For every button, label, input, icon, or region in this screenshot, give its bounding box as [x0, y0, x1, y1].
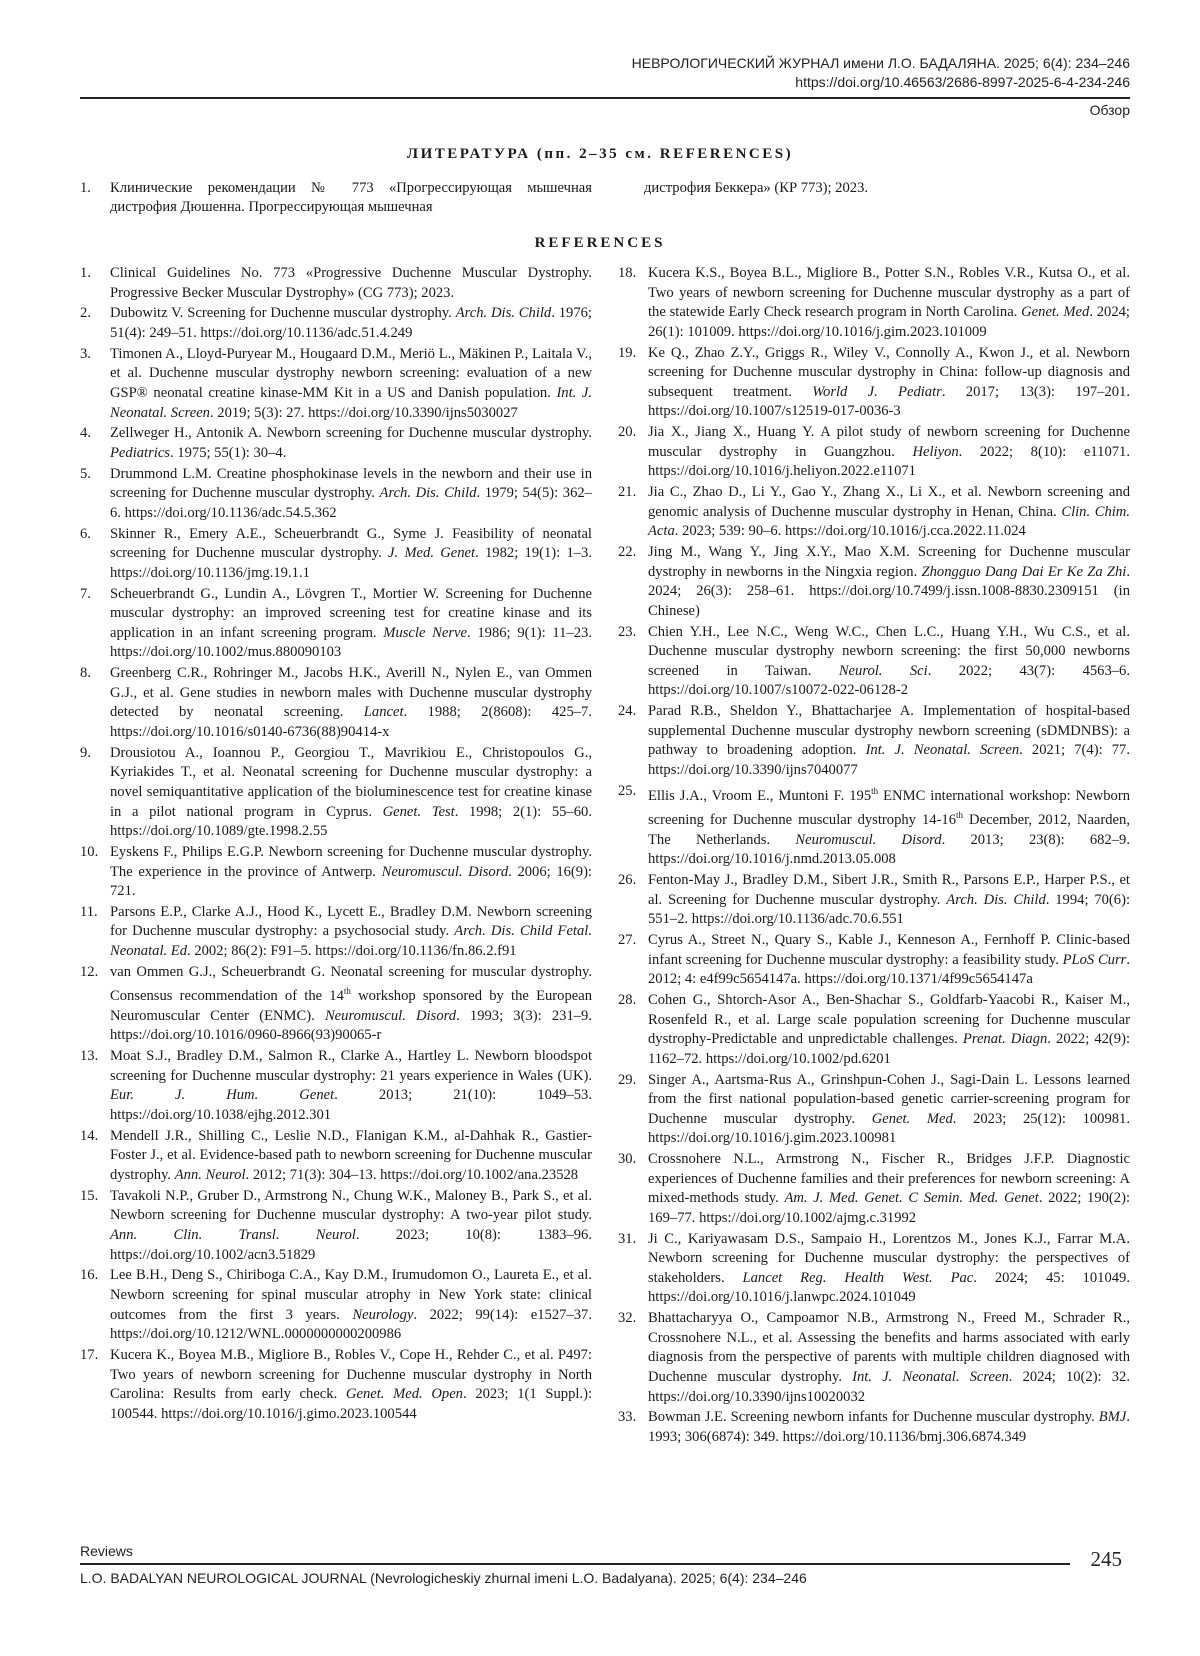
reference-text: . 2017; 13(3): 197–201. https://doi.org/10.1007/s12519-017-0036-3: [648, 383, 1131, 420]
reference-text: . 2002; 86(2): F91–5. https://doi.org/10.1136/fn.86.2.f91: [187, 943, 517, 960]
reference-text: . 1976; 51(4): 249–51. https://doi.org/10.1136/adc.51.4.249: [110, 305, 592, 341]
reference-item: [618, 702, 1130, 780]
reference-number: 11.: [80, 903, 98, 920]
running-header-journal: НЕВРОЛОГИЧЕСКИЙ ЖУРНАЛ имени Л.О. БАДАЛЯНА. 2025; 6(4): 234–246: [631, 55, 1130, 71]
reference-text: van Ommen G.J., Scheuerbrandt G. Neonatal screening for muscular dystrophy. Consensus recommendation of the 14: [110, 963, 592, 1005]
reference-journal-title: Int. J. Neonatal. Screen: [865, 742, 1020, 759]
reference-item: [618, 264, 1130, 342]
reference-text: Crossnohere N.L., Armstrong N., Fischer R., Bridges J.F.P. Diagnostic experiences of Duchenne families and their preferences for newborn screening: A mixed-methods study.: [648, 1151, 1130, 1207]
reference-text: . 2024; 26(1): 101009. https://doi.org/10.1016/j.gim.2023.101009: [648, 304, 1130, 340]
reference-item: [80, 1047, 592, 1125]
reference-number: 22.: [618, 544, 637, 561]
reference-number: 24.: [618, 703, 637, 720]
reference-journal-title: J. Med. Genet: [388, 545, 476, 562]
reference-journal-title: Neuromuscul. Disord: [324, 1007, 457, 1024]
reference-number: 15.: [80, 1187, 99, 1204]
reference-text: Kucera K.S., Boyea B.L., Migliore B., Potter S.N., Robles V.R., Kutsa O., et al. Two years of newborn screening for Duchenne muscular dystrophy as a part of the statewide Early Check research program in North Carolina.: [648, 265, 1130, 321]
reference-number: 20.: [618, 424, 637, 441]
reference-text: . 2024; 26(3): 258–61. https://doi.org/10.7499/j.issn.1008-8830.2309151 (in Chinese): [648, 563, 1131, 619]
references-left-column: [80, 264, 592, 1425]
reference-text: Mendell J.R., Shilling C., Leslie N.D., Flanigan K.M., al-Dahhak R., Gastier-Foster J., et al. Evidence-based path to newborn screening for Duchenne muscular dystrophy.: [110, 1127, 592, 1184]
reference-journal-title: Muscle Nerve: [383, 624, 467, 641]
reference-text: Kucera K., Boyea M.B., Migliore B., Robles V., Cope H., Rehder C., et al. P497: Two years of newborn screening for Duchenne muscular dystrophy in North Carolina: Results from early check.: [110, 1346, 592, 1403]
reference-number: 30.: [618, 1151, 637, 1168]
reference-text: . 2013; 21(10): 1049–53. https://doi.org/10.1038/ejhg.2012.301: [110, 1087, 592, 1124]
reference-item: [80, 345, 592, 423]
reference-item: [80, 264, 592, 303]
reference-journal-title: Genet. Med: [1021, 304, 1090, 321]
reference-journal-title: World J. Pediatr: [812, 383, 942, 400]
reference-text: . 2013; 23(8): 682–9. https://doi.org/10.1016/j.nmd.2013.05.008: [648, 831, 1131, 868]
reference-text: workshop sponsored by the European Neuromuscular Center (ENMC).: [110, 988, 592, 1024]
reference-item: [80, 1346, 592, 1424]
reference-text: Bowman J.E. Screening newborn infants for Duchenne muscular dystrophy.: [648, 1409, 1099, 1426]
reference-text: Jing M., Wang Y., Jing X.Y., Mao X.M. Screening for Duchenne muscular dystrophy in newborns in the Ningxia region.: [648, 544, 1130, 580]
reference-journal-title: Am. J. Med. Genet. C Semin. Med. Genet: [784, 1190, 1039, 1207]
reference-text: . 2024; 45: 101049. https://doi.org/10.1016/j.lanwpc.2024.101049: [648, 1269, 1130, 1306]
reference-text: Moat S.J., Bradley D.M., Salmon R., Clarke A., Hartley L. Newborn bloodspot screening for Duchenne muscular dystrophy: 21 years experience in Wales (UK).: [110, 1048, 592, 1084]
reference-text: December, 2012, Naarden, The Netherlands.: [648, 812, 1130, 848]
reference-item: [618, 1408, 1130, 1447]
reference-item: [618, 931, 1130, 990]
reference-journal-title: Int. J. Neonatal. Screen: [110, 384, 592, 421]
reference-number: 31.: [618, 1230, 637, 1247]
reference-text: Tavakoli N.P., Gruber D., Armstrong N., Chung W.K., Maloney B., Park S., et al. Newborn screening for Duchenne muscular dystrophy: A two-year pilot study.: [110, 1187, 592, 1224]
literature-item-continuation: дистрофия Беккера» (КР 773); 2023.: [644, 180, 869, 196]
reference-text: Parad R.B., Sheldon Y., Bhattacharjee A. Implementation of hospital-based supplemental Duchenne muscular dystrophy newborn screening (sDMDNBS): a pathway to broadening adoption.: [648, 703, 1130, 759]
reference-text: . 2023; 10(8): 1383–96. https://doi.org/10.1002/acn3.51829: [110, 1226, 592, 1263]
reference-text: . 2022; 99(14): e1527–37. https://doi.org/10.1212/WNL.0000000000200986: [110, 1306, 592, 1343]
reference-text: . 2006; 16(9): 721.: [110, 863, 592, 900]
reference-journal-title: Eur. J. Hum. Genet: [110, 1087, 335, 1104]
reference-number: 16.: [80, 1267, 99, 1284]
reference-text: Jia C., Zhao D., Li Y., Gao Y., Zhang X., Li X., et al. Newborn screening and genomic analysis of Duchenne muscular dystrophy in Henan, China.: [648, 484, 1130, 520]
reference-text: . 2022; 190(2): 169–77. https://doi.org/10.1002/ajmg.c.31992: [648, 1190, 1130, 1226]
reference-item: [80, 1266, 592, 1344]
reference-journal-title: Lancet Reg. Health West. Pac: [742, 1269, 974, 1286]
reference-text: . 1993; 306(6874): 349. https://doi.org/10.1136/bmj.306.6874.349: [648, 1409, 1130, 1445]
reference-journal-title: Arch. Dis. Child: [455, 305, 552, 322]
reference-text: Dubowitz V. Screening for Duchenne muscular dystrophy.: [110, 305, 456, 322]
reference-item: [618, 782, 1130, 870]
reference-text: Drummond L.M. Creatine phosphokinase levels in the newborn and their use in screening for Duchenne muscular dystrophy.: [110, 465, 592, 502]
reference-number: 4.: [80, 425, 91, 442]
reference-number: 26.: [618, 872, 637, 889]
reference-journal-title: Genet. Med. Open: [345, 1386, 463, 1403]
reference-journal-title: Neuromuscul. Disord: [795, 831, 942, 848]
reference-item: [80, 843, 592, 902]
reference-journal-title: Genet. Test: [382, 803, 455, 820]
reference-number: 10.: [80, 843, 99, 860]
reference-item: [618, 623, 1130, 701]
reference-text: Timonen A., Lloyd-Puryear M., Hougaard D.M., Meriö L., Mäkinen P., Laitala V., et al. Duchenne muscular dystrophy newborn screening: evaluation of a new GSP® neonatal creatine kinase-MM Kit in a US and Danish population.: [110, 345, 592, 401]
reference-item: [618, 344, 1130, 422]
reference-text: . 1998; 2(1): 55–60. https://doi.org/10.1089/gte.1998.2.55: [110, 803, 592, 840]
reference-text: Jia X., Jiang X., Huang Y. A pilot study of newborn screening for Duchenne muscular dystrophy in Guangzhou.: [648, 424, 1130, 460]
reference-number: 25.: [618, 782, 637, 799]
reference-journal-title: Clin. Chim. Acta: [648, 503, 1130, 540]
header-rule: [80, 97, 1130, 99]
reference-journal-title: Neurol. Sci: [838, 662, 928, 679]
reference-text: . 1982; 19(1): 1–3. https://doi.org/10.1136/jmg.19.1.1: [110, 545, 592, 581]
reference-text: . 2022; 42(9): 1162–72. https://doi.org/10.1002/pd.6201: [648, 1031, 1130, 1067]
reference-number: 9.: [80, 744, 91, 761]
reference-item: [618, 1150, 1130, 1228]
reference-text: Clinical Guidelines No. 773 «Progressive Duchenne Muscular Dystrophy. Progressive Becker Muscular Dystrophy» (CG 773); 2023.: [110, 265, 592, 301]
footer-rule: [80, 1563, 1070, 1565]
reference-text: Zellweger H., Antonik A. Newborn screening for Duchenne muscular dystrophy.: [110, 425, 592, 442]
reference-item: [80, 903, 592, 962]
reference-text: Cohen G., Shtorch-Asor A., Ben-Shachar S., Goldfarb-Yaacobi R., Kaiser M., Rosenfeld R., et al. Large scale population screening for Duchenne muscular dystrophy-Predictable and unpredictable challenges.: [648, 991, 1130, 1048]
reference-journal-title: Pediatrics: [110, 444, 170, 461]
reference-item: [618, 483, 1130, 542]
reference-text: ENMC international workshop: Newborn screening for Duchenne muscular dystrophy 14-16: [648, 787, 1130, 829]
reference-journal-title: Ann. Clin. Transl. Neurol: [110, 1226, 356, 1243]
reference-text: Cyrus A., Street N., Quary S., Kable J., Kenneson A., Fernhoff P. Clinic-based infant screening for Duchenne muscular dystrophy: a feasibility study.: [648, 932, 1130, 968]
reference-text: Greenberg C.R., Rohringer M., Jacobs H.K., Averill N., Nylen E., van Ommen G.J., et al. Gene studies in newborn males with Duchenne muscular dystrophy detected by neonatal screening.: [110, 665, 592, 721]
running-header-doi[interactable]: https://doi.org/10.46563/2686-8997-2025-6-4-234-246: [795, 74, 1130, 90]
reference-number: 18.: [618, 265, 637, 281]
literature-item-left: [80, 179, 592, 217]
reference-number: 28.: [618, 991, 637, 1008]
reference-item: [80, 525, 592, 584]
reference-text: Ke Q., Zhao Z.Y., Griggs R., Wiley V., Connolly A., Kwon J., et al. Newborn screening for Duchenne muscular dystrophy in China: follow-up diagnosis and subsequent treatment.: [648, 344, 1130, 400]
reference-number: 12.: [80, 963, 99, 980]
reference-number: 19.: [618, 344, 637, 361]
reference-text: Eyskens F., Philips E.G.P. Newborn screening for Duchenne muscular dystrophy. The experience in the province of Antwerp.: [110, 843, 592, 880]
reference-journal-title: Ann. Neurol: [174, 1167, 246, 1184]
reference-text: . 2012; 4: e4f99c5654147a. https://doi.org/10.1371/4f99c5654147a: [648, 951, 1130, 988]
reference-journal-title: Neurology: [352, 1306, 414, 1323]
reference-text: Ellis J.A., Vroom E., Muntoni F. 195: [648, 787, 872, 804]
reference-number: 2.: [80, 305, 91, 322]
reference-number: 32.: [618, 1310, 637, 1327]
reference-item: [80, 304, 592, 343]
reference-journal-title: Arch. Dis. Child Fetal. Neonatal. Ed: [110, 923, 592, 960]
reference-text: th: [871, 785, 879, 796]
reference-text: . 1979; 54(5): 362–6. https://doi.org/10.1136/adc.54.5.362: [110, 485, 592, 521]
reference-item: [80, 744, 592, 842]
reference-journal-title: Arch. Dis. Child: [379, 485, 477, 502]
reference-number: 33.: [618, 1409, 637, 1426]
reference-text: Bhattacharyya O., Campoamor N.B., Armstrong N., Freed M., Schrader R., Crossnohere N.L., et al. Assessing the benefits and harms associated with early diagnosis from the perspective of parents with multiple children diagnosed with Duchenne muscular dystrophy.: [648, 1310, 1130, 1385]
reference-text: . 2023; 25(12): 100981. https://doi.org/10.1016/j.gim.2023.100981: [648, 1110, 1130, 1147]
reference-text: . 2023; 1(1 Suppl.): 100544. https://doi.org/10.1016/j.gimo.2023.100544: [110, 1386, 593, 1422]
reference-item: [618, 1071, 1130, 1149]
reference-journal-title: PLoS Curr: [1062, 951, 1127, 968]
reference-text: . 1986; 9(1): 11–23. https://doi.org/10.1002/mus.880090103: [110, 624, 592, 661]
literature-heading: ЛИТЕРАТУРА (пп. 2–35 см. REFERENCES): [406, 146, 794, 162]
reference-item: [80, 963, 592, 1046]
reference-number: 17.: [80, 1346, 99, 1363]
reference-journal-title: Prenat. Diagn: [962, 1031, 1048, 1048]
reference-text: . 2022; 43(7): 4563–6. https://doi.org/10.1007/s10072-022-06128-2: [648, 662, 1130, 699]
literature-item-text: Клинические рекомендации № 773 «Прогрессирующая мышечная дистрофия Дюшенна. Прогрессирующая мышечная: [110, 180, 592, 215]
reference-text: . 1994; 70(6): 551–2. https://doi.org/10.1136/adc.70.6.551: [648, 891, 1130, 928]
reference-text: . 2022; 8(10): e11071. https://doi.org/10.1016/j.heliyon.2022.e11071: [648, 443, 1130, 480]
reference-item: [618, 1230, 1130, 1308]
reference-text: Fenton-May J., Bradley D.M., Sibert J.R., Smith R., Parsons E.P., Harper P.S., et al. Screening for Duchenne muscular dystrophy.: [648, 872, 1130, 908]
reference-number: 29.: [618, 1071, 637, 1088]
reference-number: 8.: [80, 665, 91, 682]
reference-journal-title: Int. J. Neonatal. Screen: [852, 1369, 1009, 1385]
reference-item: [618, 423, 1130, 482]
reference-item: [80, 664, 592, 742]
literature-item-number: 1.: [80, 180, 91, 196]
reference-number: 21.: [618, 484, 637, 501]
reference-text: Chien Y.H., Lee N.C., Weng W.C., Chen L.C., Huang Y.H., Wu C.S., et al. Duchenne muscular dystrophy newborn screening: the first 50,000 newborns screened in Taiwan.: [648, 623, 1130, 679]
reference-number: 7.: [80, 585, 91, 602]
reference-item: [80, 1187, 592, 1265]
reference-item: [618, 543, 1130, 621]
reference-journal-title: Lancet: [363, 704, 404, 721]
reference-item: [80, 424, 592, 463]
reference-journal-title: Neuromuscul. Disord: [381, 863, 509, 880]
references-right-column: [618, 264, 1130, 1449]
footer-journal-citation: L.O. BADALYAN NEUROLOGICAL JOURNAL (Nevrologicheskiy zhurnal imeni L.O. Badalyana). 2025; 6(4): 234–246: [80, 1570, 807, 1586]
reference-item: [80, 1127, 592, 1186]
reference-text: . 2012; 71(3): 304–13. https://doi.org/10.1002/ana.23528: [245, 1167, 579, 1184]
reference-text: Singer A., Aartsma-Rus A., Grinshpun-Cohen J., Sagi-Dain L. Lessons learned from the first national population-based genetic carrier-screening program for Duchenne muscular dystrophy.: [648, 1071, 1130, 1127]
reference-text: . 1993; 3(3): 231–9. https://doi.org/10.1016/0960-8966(93)90065-r: [110, 1007, 592, 1044]
reference-journal-title: Genet. Med: [871, 1110, 953, 1127]
reference-text: th: [956, 810, 964, 821]
reference-item: [80, 465, 592, 524]
reference-number: 13.: [80, 1048, 99, 1065]
reference-number: 5.: [80, 465, 91, 482]
reference-text: Ji C., Kariyawasam D.S., Sampaio H., Lorentzos M., Jones K.J., Farrar M.A. Newborn screening for Duchenne muscular dystrophy: the perspectives of stakeholders.: [648, 1230, 1130, 1286]
footer-section-label: Reviews: [80, 1543, 133, 1559]
reference-text: Scheuerbrandt G., Lundin A., Lövgren T., Mortier W. Screening for Duchenne muscular dystrophy: an improved screening test for creatine kinase and its application in an infant screening program.: [110, 585, 592, 641]
reference-text: Lee B.H., Deng S., Chiriboga C.A., Kay D.M., Irumudomon O., Laureta E., et al. Newborn screening for spinal muscular atrophy in New York state: clinical outcomes from the first 3 years.: [110, 1267, 592, 1323]
section-label: Обзор: [1089, 102, 1130, 118]
reference-text: . 1988; 2(8608): 425–7. https://doi.org/10.1016/s0140-6736(88)90414-x: [110, 704, 592, 740]
reference-number: 14.: [80, 1127, 99, 1144]
reference-number: 27.: [618, 932, 637, 948]
reference-journal-title: Arch. Dis. Child: [946, 891, 1046, 908]
reference-text: . 2024; 10(2): 32. https://doi.org/10.3390/ijns10020032: [648, 1369, 1130, 1405]
page-number: 245: [1090, 1547, 1122, 1571]
reference-journal-title: BMJ: [1098, 1409, 1127, 1426]
reference-number: 1.: [80, 265, 91, 281]
reference-text: Parsons E.P., Clarke A.J., Hood K., Lycett E., Bradley D.M. Newborn screening for Duchenne muscular dystrophy: a psychosocial study.: [110, 903, 592, 940]
reference-text: . 2023; 539: 90–6. https://doi.org/10.1016/j.cca.2022.11.024: [674, 523, 1026, 540]
reference-item: [618, 871, 1130, 930]
reference-item: [618, 991, 1130, 1069]
reference-journal-title: Heliyon: [912, 443, 959, 460]
reference-number: 3.: [80, 345, 91, 362]
reference-number: 23.: [618, 623, 637, 640]
reference-item: [80, 585, 592, 663]
reference-journal-title: Zhongguo Dang Dai Er Ke Za Zhi: [921, 563, 1127, 580]
reference-text: . 1975; 55(1): 30–4.: [170, 444, 287, 461]
reference-text: . 2021; 7(4): 77. https://doi.org/10.3390/ijns7040077: [648, 742, 1130, 778]
reference-text: th: [343, 986, 351, 997]
reference-number: 6.: [80, 525, 91, 542]
reference-text: Drousiotou A., Ioannou P., Georgiou T., Mavrikiou E., Christopoulos G., Kyriakides T., et al. Neonatal screening for Duchenne muscular dystrophy: a novel semiquantitative application of the bioluminescence test for creatine kinase in a pilot national program in Cyprus.: [110, 744, 592, 820]
reference-text: Skinner R., Emery A.E., Scheuerbrandt G., Syme J. Feasibility of neonatal screening for Duchenne muscular dystrophy.: [110, 525, 592, 562]
reference-item: [618, 1309, 1130, 1407]
references-heading: REFERENCES: [534, 235, 666, 251]
reference-text: . 2019; 5(3): 27. https://doi.org/10.3390/ijns5030027: [209, 404, 518, 421]
